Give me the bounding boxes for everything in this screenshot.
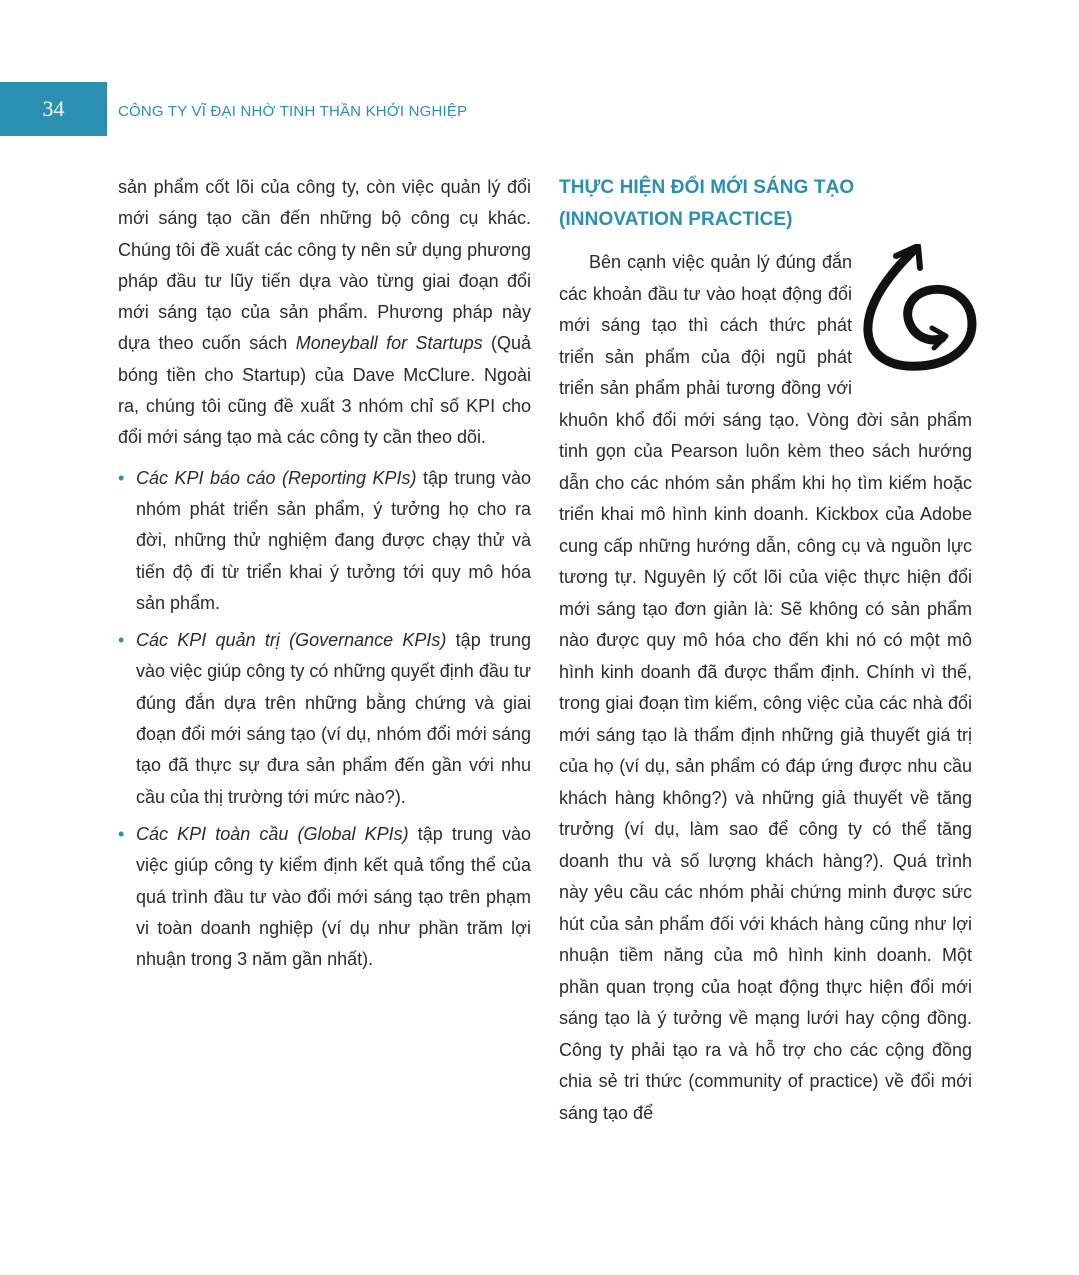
section-title-line2: (INNOVATION PRACTICE) xyxy=(559,209,793,230)
list-item xyxy=(118,625,531,813)
page-number-tab xyxy=(0,82,107,136)
section-title-line1: THỰC HIỆN ĐỔI MỚI SÁNG TẠO xyxy=(559,177,855,198)
kpi-term: Các KPI báo cáo (Reporting KPIs) xyxy=(136,467,417,488)
right-column xyxy=(559,172,972,1129)
body-text: Bên cạnh việc quản lý đúng đắn các khoản đầu tư vào hoạt động đổi mới sáng tạo thì cách thức phát triển sản phẩm của đội ngũ phát triển sản phẩm phải tương đồng với khuôn khổ đổi mới sáng tạo. Vòng đời sản phẩm tinh gọn của Pearson luôn kèm theo sách hướng dẫn cho các nhóm sản phẩm khi họ tìm kiếm hoặc triển khai mô hình kinh doanh. Kickbox của Adobe cung cấp những hướng dẫn, công cụ và nguồn lực tương tự. Nguyên lý cốt lõi của việc thực hiện đổi mới sáng tạo đơn giản là: Sẽ không có sản phẩm nào được quy mô hóa cho đến khi nó có một mô hình kinh doanh đã được thẩm định. Chính vì thế, trong giai đoạn tìm kiếm, công việc của các nhà đổi mới sáng tạo là thẩm định những giả thuyết giá trị của họ (ví dụ, sản phẩm có đáp ứng được nhu cầu khách hàng không?) và những giả thuyết về tăng trưởng (ví dụ, làm sao để công ty có thể tăng doanh thu và số lượng khách hàng?). Quá trình này yêu cầu các nhóm phải chứng minh được sức hút của sản phẩm đối với khách hàng cũng như lợi nhuận tiềm năng của mô hình kinh doanh. Một phần quan trọng của hoạt động thực hiện đổi mới sáng tạo là ý tưởng về mạng lưới hay cộng đồng. Công ty phải tạo ra và hỗ trợ cho các cộng đồng chia sẻ tri thức (community of practice) về đổi mới sáng tạo để xyxy=(559,252,972,1123)
intro-text-a: sản phẩm cốt lõi của công ty, còn việc quản lý đổi mới sáng tạo cần đến những bộ công cụ khác. Chúng tôi đề xuất các công ty nên sử dụng phương pháp đầu tư lũy tiến dựa vào từng giai đoạn đổi mới sáng tạo của sản phẩm. Phương pháp này dựa theo cuốn sách xyxy=(118,177,531,354)
running-title: CÔNG TY VĨ ĐẠI NHỜ TINH THẦN KHỞI NGHIỆP xyxy=(118,103,468,120)
spiral-arrow-icon xyxy=(860,244,978,379)
list-item xyxy=(118,819,531,975)
kpi-list xyxy=(118,463,531,976)
kpi-term: Các KPI toàn cầu (Global KPIs) xyxy=(136,823,409,844)
page-number: 34 xyxy=(42,96,65,121)
body-paragraph xyxy=(559,247,972,1129)
bullet-dot: • xyxy=(118,467,125,488)
intro-text-b: (Quả bóng tiền cho Startup) của Dave McClure. Ngoài ra, chúng tôi cũng đề xuất 3 nhóm chỉ số KPI cho đổi mới sáng tạo mà các công ty cần theo dõi. xyxy=(118,333,531,448)
bullet-dot: • xyxy=(118,630,125,651)
book-title: Moneyball for Startups xyxy=(295,333,483,354)
kpi-description: tập trung vào việc giúp công ty có những quyết định đầu tư đúng đắn dựa trên những bằng chứng và giai đoạn đổi mới sáng tạo (ví dụ, nhóm đổi mới sáng tạo đã thực sự đưa sản phẩm đến gần với nhu cầu của thị trường tới mức nào?). xyxy=(136,630,531,807)
list-item xyxy=(118,463,531,619)
section-title xyxy=(559,172,972,236)
bullet-dot: • xyxy=(118,823,125,844)
kpi-term: Các KPI quản trị (Governance KPIs) xyxy=(136,630,447,651)
intro-paragraph xyxy=(118,172,531,454)
kpi-description: tập trung vào việc giúp công ty kiểm định kết quả tổng thể của quá trình đầu tư vào đổi mới sáng tạo trên phạm vi toàn doanh nghiệp (ví dụ như phần trăm lợi nhuận trong 3 năm gần nhất). xyxy=(136,823,531,970)
kpi-description: tập trung vào nhóm phát triển sản phẩm, ý tưởng họ cho ra đời, những thử nghiệm đang được chạy thử và tiến độ đi từ triển khai ý tưởng tới quy mô hóa sản phẩm. xyxy=(136,467,531,613)
left-column xyxy=(118,172,531,981)
